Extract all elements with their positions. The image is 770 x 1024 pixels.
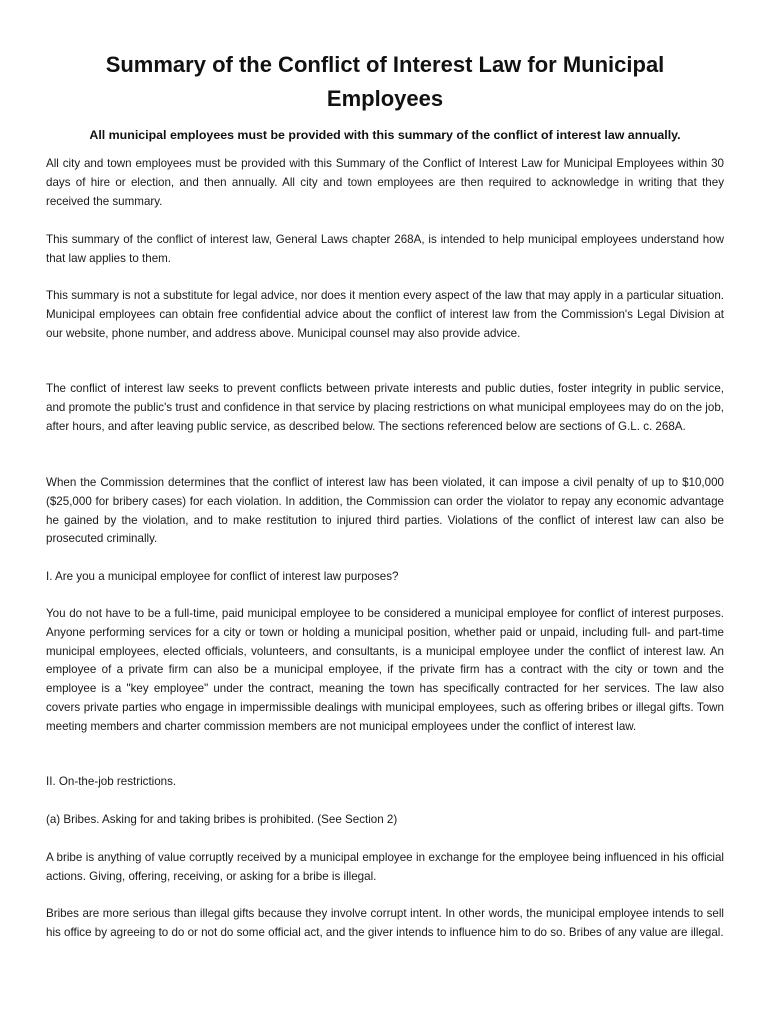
paragraph-municipal-employee-definition: You do not have to be a full-time, paid municipal employee to be considered a municipal employee for conflict of interest purposes. Anyone performing services for a city or town or holding a municipal position, whether paid or unpaid, including full- and part-time municipal employees, elected officials, volunteers, and consultants, is a municipal employee under the conflict of interest law. An employee of a private firm can also be a municipal employee, if the private firm has a contract with the city or town and the employee is a "key employee" under the contract, meaning the town has specifically contracted for her services. The law also covers private parties who engage in impermissible dealings with municipal employees, such as offering bribes or illegal gifts. Town meeting members and charter commission members are not municipal employees under the conflict of interest law. — [46, 607, 724, 733]
paragraph-acknowledgement: All city and town employees must be provided with this Summary of the Conflict of Interest Law for Municipal Employees within 30 days of hire or election, and then annually. All city and town employees are then required to acknowledge in writing that they received the summary. — [46, 157, 724, 208]
paragraph-penalties: When the Commission determines that the conflict of interest law has been violated, it can impose a civil penalty of up to $10,000 ($25,000 for bribery cases) for each violation. In addition, the Commission can order the violator to repay any economic advantage he gained by the violation, and to make restitution to injured third parties. Violations of the conflict of interest law can also be prosecuted criminally. — [46, 476, 724, 546]
document-title: Summary of the Conflict of Interest Law for Municipal Employees — [105, 52, 665, 111]
section-heading-on-the-job: II. On-the-job restrictions. — [46, 775, 177, 788]
paragraph-bribes-serious: Bribes are more serious than illegal gifts because they involve corrupt intent. In other words, the municipal employee intends to sell his office by agreeing to do or not do some official act, and the giver intends to influence him to do so. Bribes of any value are illegal. — [46, 907, 724, 939]
section-heading-municipal-employee: I. Are you a municipal employee for conflict of interest law purposes? — [46, 570, 399, 583]
paragraph-purpose: This summary of the conflict of interest law, General Laws chapter 268A, is intended to help municipal employees understand how that law applies to them. — [46, 233, 724, 265]
paragraph-bribe-definition: A bribe is anything of value corruptly received by a municipal employee in exchange for the employee being influenced in his official actions. Giving, offering, receiving, or asking for a bribe is illegal. — [46, 851, 724, 883]
document-subtitle: All municipal employees must be provided with this summary of the conflict of interest law annually. — [89, 128, 681, 142]
subsection-heading-bribes: (a) Bribes. Asking for and taking bribes is prohibited. (See Section 2) — [46, 813, 398, 826]
paragraph-law-goals: The conflict of interest law seeks to prevent conflicts between private interests and public duties, foster integrity in public service, and promote the public's trust and confidence in that service by placing restrictions on what municipal employees may do on the job, after hours, and after leaving public service, as described below. The sections referenced below are sections of G.L. c. 268A. — [46, 382, 724, 433]
paragraph-not-legal-advice: This summary is not a substitute for legal advice, nor does it mention every aspect of the law that may apply in a particular situation. Municipal employees can obtain free confidential advice about the conflict of interest law from the Commission's Legal Division at our website, phone number, and address above. Municipal counsel may also provide advice. — [46, 289, 724, 340]
